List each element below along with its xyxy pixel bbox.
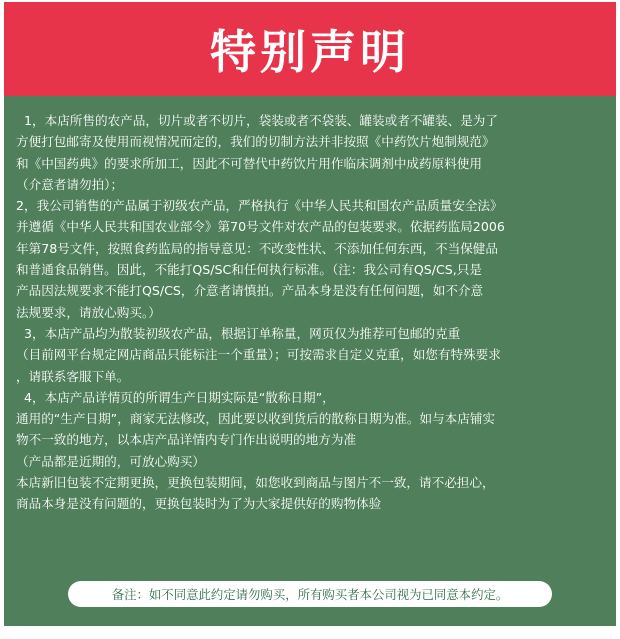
statement-line: ，请联系客服下单。: [16, 368, 130, 384]
page-title: 特别声明: [210, 25, 410, 79]
statement-line: 并遵循《中华人民共和国农业部令》第70号文件对农产品的包装要求。依据药监局2006: [16, 219, 505, 235]
statement-line: 2，我公司销售的产品属于初级农产品，严格执行《中华人民共和国农产品质量安全法》: [16, 198, 503, 214]
statement-line: 物不一致的地方，以本店产品详情内专门作出说明的地方为准: [16, 432, 357, 448]
statement-line: （介意者请勿拍）；: [16, 176, 124, 192]
statement-line: 和普通食品销售。因此，不能打QS/SC和任何执行标准。（注：我公司有QS/CS,只是: [16, 262, 482, 278]
statement-line: 年第78号文件，按照食药监局的指导意见：不改变性状、不添加任何东西，不当保健品: [16, 240, 498, 256]
statement-line: 4，本店产品详情页的所谓生产日期实际是“散称日期”，: [24, 389, 335, 405]
note-text: 备注：如不同意此约定请勿购买，所有购买者本公司视为已同意本约定。: [111, 587, 509, 602]
statement-line: 产品因法规要求不能打QS/CS，介意者请慎拍。产品本身是没有任何问题，如不介意: [16, 283, 484, 299]
statement-line: 1，本店所售的农产品，切片或者不切片，袋装或者不袋装、罐装或者不罐装、是为了: [24, 113, 498, 128]
title-banner: [4, 2, 616, 96]
statement-line: 通用的“生产日期”，商家无法修改，因此要以收到货后的散称日期为准。如与本店铺实: [16, 411, 496, 427]
statement-line: 法规要求，请放心购买。）: [16, 304, 161, 320]
statement-line: 本店新旧包装不定期更换，更换包装期间，如您收到商品与图片不一致，请不必担心，: [16, 475, 495, 491]
statement-line: 和《中国药典》的要求所加工，因此不可替代中药饮片用作临床调剂中成药原料使用: [16, 155, 482, 171]
statement-body: [16, 110, 608, 515]
statement-line: 商品本身是没有问题的，更换包装时为了为大家提供好的购物体验: [16, 496, 382, 512]
statement-line: （产品都是近期的，可放心购买）: [16, 453, 205, 469]
note-box: [68, 581, 552, 607]
statement-line: （目前网平台规定网店商品只能标注一个重量）；可按需求自定义克重，如您有特殊要求: [16, 347, 501, 363]
statement-line: 方便打包邮寄及使用而视情况而定的，我们的切制方法并非按照《中药饮片炮制规范》: [16, 134, 495, 150]
statement-line: 3，本店产品均为散装初级农产品，根据订单称量，网页仅为推荐可包邮的克重: [24, 325, 461, 341]
